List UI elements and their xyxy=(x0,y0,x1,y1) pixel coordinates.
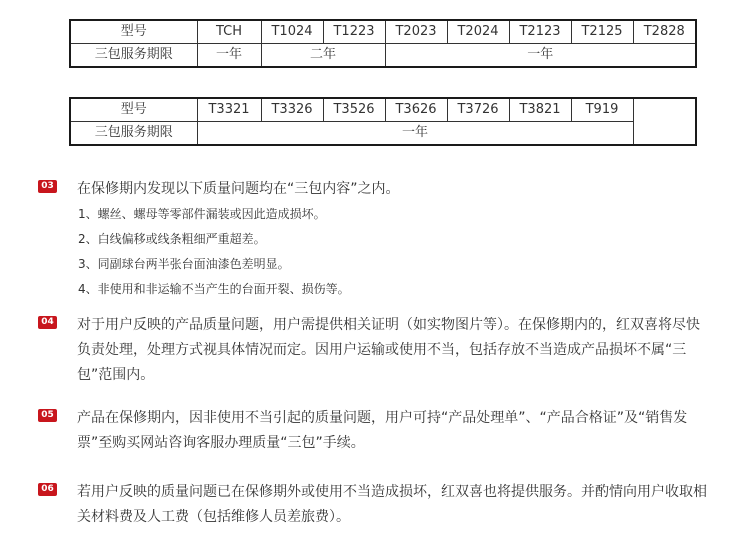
model-cell: T2828 xyxy=(633,20,696,44)
list-item: 3、同副球台两半张台面油漆色差明显。 xyxy=(78,257,290,271)
model-cell: T2123 xyxy=(509,20,571,44)
section-text: 对于用户反映的产品质量问题，用户需提供相关证明（如实物图片等）。在保修期内的，红双喜将尽快负责处理，处理方式视具体情况而定。因用户运输或使用不当，包括存放不当造成产品损坏不属“三包”范围内。 xyxy=(77,317,700,383)
section-text: 在保修期内发现以下质量问题均在“三包内容”之内。 xyxy=(77,181,400,197)
model-cell: T919 xyxy=(571,98,633,122)
table-period-row xyxy=(70,122,696,146)
warranty-table-1 xyxy=(69,19,697,68)
section-number-badge: 04 xyxy=(38,316,57,329)
model-cell: T3626 xyxy=(385,98,447,122)
model-cell: T1223 xyxy=(323,20,385,44)
model-cell: T3821 xyxy=(509,98,571,122)
table-header-row xyxy=(70,98,696,122)
list-item: 2、白线偏移或线条粗细严重超差。 xyxy=(78,232,266,246)
model-cell: T2024 xyxy=(447,20,509,44)
section-06 xyxy=(38,480,718,530)
period-cell: 一年 xyxy=(197,122,633,146)
section-03 xyxy=(38,177,718,202)
list-item: 4、非使用和非运输不当产生的台面开裂、损伤等。 xyxy=(78,282,350,296)
period-label-cell: 三包服务期限 xyxy=(70,44,197,68)
model-cell: T2023 xyxy=(385,20,447,44)
period-label-cell: 三包服务期限 xyxy=(70,122,197,146)
period-cell: 一年 xyxy=(197,44,261,68)
model-cell: T3326 xyxy=(261,98,323,122)
empty-cell xyxy=(633,98,696,145)
model-label-cell: 型号 xyxy=(70,20,197,44)
model-cell: TCH xyxy=(197,20,261,44)
section-text: 若用户反映的质量问题已在保修期外或使用不当造成损坏，红双喜也将提供服务。并酌情向用户收取相关材料费及人工费（包括维修人员差旅费）。 xyxy=(77,484,707,525)
model-cell: T3526 xyxy=(323,98,385,122)
model-cell: T1024 xyxy=(261,20,323,44)
table-header-row xyxy=(70,20,696,44)
list-item: 1、螺丝、螺母等零部件漏装或因此造成损坏。 xyxy=(78,207,326,221)
warranty-table-2 xyxy=(69,97,697,146)
model-cell: T3321 xyxy=(197,98,261,122)
period-cell: 一年 xyxy=(385,44,696,68)
section-05 xyxy=(38,406,718,456)
model-cell: T2125 xyxy=(571,20,633,44)
period-cell: 二年 xyxy=(261,44,385,68)
section-number-badge: 05 xyxy=(38,409,57,422)
table-period-row xyxy=(70,44,696,68)
section-04 xyxy=(38,313,718,388)
section-number-badge: 06 xyxy=(38,483,57,496)
model-label-cell: 型号 xyxy=(70,98,197,122)
section-text: 产品在保修期内，因非使用不当引起的质量问题，用户可持“产品处理单”、“产品合格证”及“销售发票”至购买网站咨询客服办理质量“三包”手续。 xyxy=(77,410,688,451)
model-cell: T3726 xyxy=(447,98,509,122)
section-number-badge: 03 xyxy=(38,180,57,193)
